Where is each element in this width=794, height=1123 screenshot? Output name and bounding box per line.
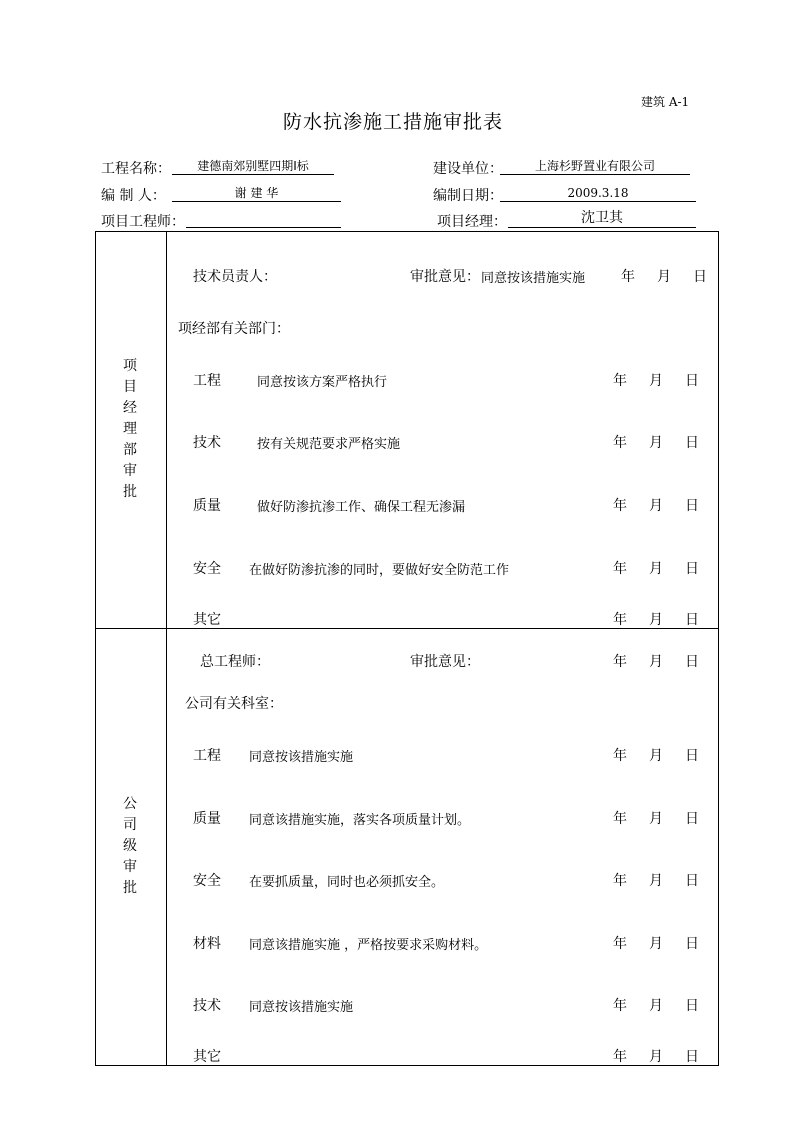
date-row: 年 月 日 [613, 811, 699, 827]
dept-label: 质量 [193, 498, 221, 514]
dept-label: 安全 [193, 873, 221, 889]
dept-opinion: 在要抓质量，同时也必须抓安全。 [249, 875, 445, 890]
date-row: 年 月 日 [613, 498, 699, 514]
dept-opinion: 同意按该措施实施 [249, 750, 354, 765]
client-field[interactable]: 上海杉野置业有限公司 [500, 158, 690, 175]
date-row: 年 月 日 [613, 998, 699, 1014]
dept-opinion: 同意该措施实施，落实各项质量计划。 [249, 813, 471, 828]
side-column-divider [166, 231, 167, 1066]
dept-opinion: 同意按该措施实施 [249, 1000, 354, 1015]
client-label: 建设单位： [433, 161, 503, 177]
compiler-label: 编 制 人： [101, 188, 166, 204]
dept-label: 其它 [193, 612, 221, 628]
compiler-field[interactable]: 谢 建 华 [172, 185, 341, 202]
date-row: 年 月 日 [621, 269, 707, 285]
dept-label: 技术 [193, 998, 221, 1014]
tech-lead-label: 技术员责人： [193, 269, 277, 285]
project-manager-field[interactable]: 沈卫其 [508, 209, 696, 228]
date-row: 年 月 日 [613, 561, 699, 577]
project-depts-label: 项经部有关部门： [178, 321, 290, 337]
dept-opinion: 按有关规范要求严格实施 [257, 437, 401, 452]
dept-label: 其它 [193, 1049, 221, 1065]
dept-label: 材料 [193, 936, 221, 952]
date-row: 年 月 日 [613, 936, 699, 952]
project-name-label: 工程名称： [101, 161, 171, 177]
date-row: 年 月 日 [613, 748, 699, 764]
project-manager-label: 项目经理： [437, 214, 507, 230]
dept-opinion: 同意按该方案严格执行 [257, 375, 388, 390]
chief-engineer-label: 总工程师： [200, 654, 270, 670]
dept-label: 技术 [193, 435, 221, 451]
form-code: 建筑 A-1 [641, 95, 690, 109]
company-side-label: 公 司 级 审 批 [123, 796, 137, 896]
date-row: 年 月 日 [613, 373, 699, 389]
page-title: 防水抗渗施工措施审批表 [283, 111, 504, 133]
dept-label: 工程 [193, 748, 221, 764]
dept-opinion: 在做好防渗抗渗的同时，要做好安全防范工作 [249, 563, 510, 578]
compile-date-label: 编制日期： [433, 188, 503, 204]
date-row: 年 月 日 [613, 873, 699, 889]
date-row: 年 月 日 [613, 435, 699, 451]
dept-opinion: 做好防渗抗渗工作、确保工程无渗漏 [257, 500, 466, 515]
date-row: 年 月 日 [613, 1049, 699, 1065]
project-engineer-field[interactable] [186, 211, 341, 228]
project-dept-side-label: 项 目 经 理 部 审 批 [123, 358, 137, 500]
project-engineer-label: 项目工程师： [101, 214, 185, 230]
dept-label: 工程 [193, 373, 221, 389]
project-approval-opinion: 同意按该措施实施 [481, 271, 586, 286]
dept-label: 质量 [193, 811, 221, 827]
project-approval-label: 审批意见： [410, 269, 480, 285]
dept-opinion: 同意该措施实施 ，严格按要求采购材料。 [249, 938, 488, 953]
dept-label: 安全 [193, 561, 221, 577]
company-approval-label: 审批意见： [410, 654, 480, 670]
date-row: 年 月 日 [613, 612, 699, 628]
company-depts-label: 公司有关科室： [185, 696, 283, 712]
compile-date-field[interactable]: 2009.3.18 [500, 185, 696, 202]
date-row: 年 月 日 [613, 654, 699, 670]
project-name-field[interactable]: 建德南郊别墅四期Ⅰ标 [172, 158, 334, 175]
